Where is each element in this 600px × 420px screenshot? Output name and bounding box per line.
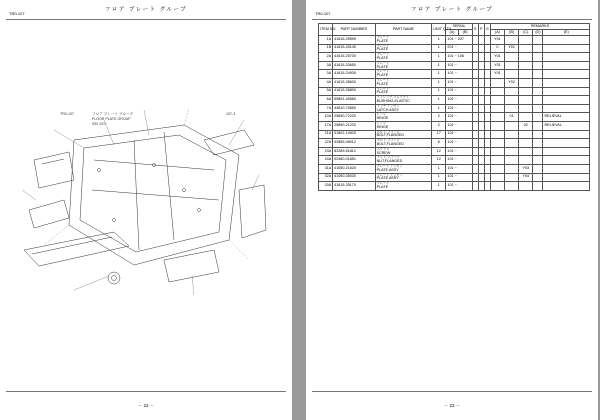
cell-item: 3A bbox=[319, 70, 333, 79]
cell-rem_b: 01 bbox=[505, 113, 519, 122]
cell-part: 02855-08012 bbox=[333, 139, 375, 148]
part-name-jp: スクリュ bbox=[376, 146, 390, 151]
empty-cell bbox=[533, 53, 543, 62]
left-catalog-page bbox=[0, 0, 292, 420]
part-name-cell bbox=[375, 121, 432, 130]
table-row bbox=[319, 96, 590, 105]
cell-rem_c bbox=[519, 104, 533, 113]
drawing-tag-left: TR0-107 bbox=[60, 112, 74, 116]
empty-cell bbox=[533, 87, 543, 96]
cell-ser: 101 ~ bbox=[446, 156, 472, 165]
part-name-en: NUT,FLANGED bbox=[376, 159, 403, 164]
empty-cell bbox=[533, 70, 543, 79]
part-name-en: PLATE ASSY bbox=[376, 167, 399, 172]
part-name-jp: ヒンジ bbox=[376, 112, 387, 117]
cell-part: 41050-21620 bbox=[333, 164, 375, 173]
part-name-jp: プレート アッセン bbox=[376, 163, 403, 168]
cell-rem_a bbox=[490, 113, 504, 122]
col-rem-c: (C) bbox=[519, 30, 533, 36]
cell-qty: 1 bbox=[432, 78, 446, 87]
table-row bbox=[319, 147, 590, 156]
cell-ser: 101 ~ bbox=[446, 121, 472, 130]
part-name-jp: プレート bbox=[376, 181, 390, 186]
cell-part: 02460-01851 bbox=[333, 156, 375, 165]
cell-qty: 17 bbox=[432, 130, 446, 139]
table-row bbox=[319, 36, 590, 45]
cell-note bbox=[543, 78, 590, 87]
cell-rem_c bbox=[519, 36, 533, 45]
col-item: ITEM NO. bbox=[319, 24, 333, 36]
cell-item: 4A bbox=[319, 78, 333, 87]
cell-qty: 1 bbox=[432, 36, 446, 45]
cell-rem_c bbox=[519, 70, 533, 79]
part-name-jp: ナット,フランジ bbox=[376, 155, 400, 160]
cell-item: 22A bbox=[319, 139, 333, 148]
cell-rem_c bbox=[519, 139, 533, 148]
cell-rem_b bbox=[505, 156, 519, 165]
cell-rem_b bbox=[505, 147, 519, 156]
cell-item: 1B bbox=[319, 44, 333, 53]
cell-part: 41616-39590 bbox=[333, 36, 375, 45]
table-row bbox=[319, 121, 590, 130]
part-name-cell bbox=[375, 36, 432, 45]
col-rem-e: (E) bbox=[543, 30, 590, 36]
cell-note bbox=[543, 104, 590, 113]
cell-rem_c: Y03 bbox=[519, 164, 533, 173]
part-name-jp: プレート bbox=[376, 60, 390, 65]
cell-rem_b: Y01 bbox=[505, 44, 519, 53]
cell-rem_c bbox=[519, 182, 533, 191]
col-rem-a: (A) bbox=[490, 30, 504, 36]
drawing-tag-right: 107-3 bbox=[226, 112, 236, 116]
cell-item: 17A bbox=[319, 121, 333, 130]
drawing-group-label-en: FLOOR PLATE GROUP bbox=[92, 117, 131, 121]
col-serial-b: (B) bbox=[458, 30, 472, 36]
cell-part: 41615-24930 bbox=[333, 70, 375, 79]
part-name-jp: プレート アッセン bbox=[376, 172, 403, 177]
cell-rem_a bbox=[490, 173, 504, 182]
part-name-jp: プレート bbox=[376, 35, 390, 39]
cell-rem_a bbox=[490, 182, 504, 191]
cell-part: 41615-40140 bbox=[333, 44, 375, 53]
part-name-jp: プレート bbox=[376, 43, 390, 48]
part-name-en: PLATE bbox=[376, 55, 389, 60]
table-row bbox=[319, 70, 590, 79]
cell-qty: 1 bbox=[432, 70, 446, 79]
cell-ser: 201 ~ bbox=[446, 44, 472, 53]
cell-part: 44810-70650 bbox=[333, 104, 375, 113]
part-name-en: PLATE bbox=[376, 184, 389, 189]
parts-list-table bbox=[318, 23, 590, 191]
cell-qty: 1 bbox=[432, 104, 446, 113]
cell-rem_a bbox=[490, 78, 504, 87]
cell-rem_b bbox=[505, 61, 519, 70]
table-row bbox=[319, 130, 590, 139]
cell-note bbox=[543, 164, 590, 173]
cell-note: RELIEVAL bbox=[543, 121, 590, 130]
table-row bbox=[319, 182, 590, 191]
cell-qty: 1 bbox=[432, 182, 446, 191]
part-name-en: BOLT,FLANGED bbox=[376, 133, 405, 138]
cell-qty: 12 bbox=[432, 147, 446, 156]
part-name-jp: ブッシング,ゴムイクイ bbox=[376, 95, 409, 100]
cell-rem_c bbox=[519, 113, 533, 122]
cell-ser: 101 ~ bbox=[446, 130, 472, 139]
cell-rem_c bbox=[519, 53, 533, 62]
page-number: － 23 － bbox=[443, 403, 461, 408]
cell-part: 65851-40660 bbox=[333, 96, 375, 105]
table-row bbox=[319, 173, 590, 182]
table-row bbox=[319, 61, 590, 70]
part-name-cell bbox=[375, 164, 432, 173]
cell-rem_c bbox=[519, 130, 533, 139]
cell-rem_a: Y01 bbox=[490, 61, 504, 70]
model-code: TR0-107 bbox=[9, 11, 25, 16]
cell-qty: 1 bbox=[432, 87, 446, 96]
part-name-en: SCREW bbox=[376, 150, 391, 155]
empty-cell bbox=[533, 113, 543, 122]
empty-cell bbox=[533, 78, 543, 87]
cell-rem_a bbox=[490, 156, 504, 165]
cell-note bbox=[543, 44, 590, 53]
empty-cell bbox=[533, 61, 543, 70]
cell-rem_a: Y01 bbox=[490, 36, 504, 45]
table-row bbox=[319, 113, 590, 122]
model-code: TR0-107 bbox=[315, 11, 331, 16]
cell-item: 31A bbox=[319, 164, 333, 173]
col-part-number: PART NUMBER bbox=[333, 24, 375, 36]
empty-cell bbox=[533, 44, 543, 53]
cell-rem_b bbox=[505, 164, 519, 173]
cell-rem_a bbox=[490, 96, 504, 105]
cell-item: 21A bbox=[319, 130, 333, 139]
cell-item: 24A bbox=[319, 156, 333, 165]
cell-item: 5A bbox=[319, 87, 333, 96]
header-rule bbox=[6, 19, 286, 20]
empty-cell bbox=[533, 156, 543, 165]
cell-note bbox=[543, 96, 590, 105]
cell-rem_a: Y01 bbox=[490, 53, 504, 62]
part-name-en: BUSHING,ELASTIC bbox=[376, 98, 410, 103]
part-name-jp: プレート bbox=[376, 86, 390, 91]
page-title: フロア プレート グループ bbox=[104, 7, 188, 13]
cell-rem_c bbox=[519, 147, 533, 156]
cell-note bbox=[543, 53, 590, 62]
cell-ser: 101 ~ 207 bbox=[446, 36, 472, 45]
cell-rem_b bbox=[505, 87, 519, 96]
cell-ser: 101 ~ bbox=[446, 104, 472, 113]
cell-rem_a bbox=[490, 87, 504, 96]
table-row bbox=[319, 53, 590, 62]
part-name-cell bbox=[375, 53, 432, 62]
part-name-jp: ボルト,フランジ bbox=[376, 138, 400, 143]
part-name-en: PLATE bbox=[376, 64, 389, 69]
cell-part: 25890-72220 bbox=[333, 113, 375, 122]
cell-rem_b: Y02 bbox=[505, 78, 519, 87]
cell-note bbox=[543, 87, 590, 96]
part-name-en: PLATE ASSY bbox=[376, 176, 399, 181]
part-name-jp: ボルト,フランジ bbox=[376, 129, 400, 134]
cell-rem_a bbox=[490, 139, 504, 148]
cell-ser: 101 ~ bbox=[446, 78, 472, 87]
part-name-cell bbox=[375, 96, 432, 105]
part-name-jp: プレート bbox=[376, 52, 390, 57]
table-row bbox=[319, 87, 590, 96]
empty-cell bbox=[533, 139, 543, 148]
cell-rem_a bbox=[490, 147, 504, 156]
empty-cell bbox=[533, 182, 543, 191]
part-name-en: PLATE bbox=[376, 81, 389, 86]
part-name-jp: ヒンジ bbox=[376, 120, 387, 125]
cell-rem_c bbox=[519, 61, 533, 70]
cell-ser: 101 ~ bbox=[446, 182, 472, 191]
header-rule bbox=[312, 19, 592, 20]
part-name-en: LATCH ASSY bbox=[376, 107, 400, 112]
drawing-group-label-jp: フロア プレート グループ bbox=[92, 112, 134, 116]
part-name-cell bbox=[375, 139, 432, 148]
col-remarks: REMARKS bbox=[490, 24, 589, 30]
cell-rem_a: Y01 bbox=[490, 70, 504, 79]
part-name-en: PLATE bbox=[376, 47, 389, 52]
right-catalog-page bbox=[306, 0, 598, 420]
part-name-cell bbox=[375, 78, 432, 87]
col-serial: SERIAL bbox=[446, 24, 472, 30]
cell-item: 7A bbox=[319, 104, 333, 113]
cell-qty: 6 bbox=[432, 139, 446, 148]
cell-ser: 101 ~ bbox=[446, 147, 472, 156]
part-name-jp: プレート bbox=[376, 77, 390, 82]
cell-item: 33A bbox=[319, 182, 333, 191]
cell-qty: 2 bbox=[432, 113, 446, 122]
cell-rem_b bbox=[505, 36, 519, 45]
col-qty: UNIT Q.TY bbox=[432, 24, 446, 36]
empty-cell bbox=[533, 130, 543, 139]
page-number: － 22 － bbox=[137, 403, 155, 408]
empty-cell bbox=[533, 104, 543, 113]
col-rem-b: (B) bbox=[505, 30, 519, 36]
cell-note bbox=[543, 70, 590, 79]
table-row bbox=[319, 78, 590, 87]
cell-note bbox=[543, 139, 590, 148]
cell-rem_a bbox=[490, 164, 504, 173]
cell-note bbox=[543, 61, 590, 70]
cell-part: 25890-21220 bbox=[333, 121, 375, 130]
cell-rem_a bbox=[490, 121, 504, 130]
cell-rem_c bbox=[519, 87, 533, 96]
cell-note bbox=[543, 156, 590, 165]
cell-rem_b bbox=[505, 121, 519, 130]
cell-item: 23A bbox=[319, 147, 333, 156]
footer-rule bbox=[312, 391, 592, 392]
cell-ser: 101 ~ bbox=[446, 113, 472, 122]
cell-note bbox=[543, 36, 590, 45]
part-name-en: PLATE bbox=[376, 38, 389, 43]
cell-rem_c bbox=[519, 78, 533, 87]
cell-qty: 1 bbox=[432, 173, 446, 182]
table-row bbox=[319, 156, 590, 165]
part-name-cell bbox=[375, 182, 432, 191]
cell-rem_c: 02 bbox=[519, 121, 533, 130]
empty-cell bbox=[533, 121, 543, 130]
cell-rem_a: C bbox=[490, 44, 504, 53]
cell-part: 01802-10825 bbox=[333, 130, 375, 139]
cell-rem_c bbox=[519, 156, 533, 165]
cell-item: 2A bbox=[319, 53, 333, 62]
table-row bbox=[319, 44, 590, 53]
cell-part: 41615-36800 bbox=[333, 87, 375, 96]
col-p: P bbox=[478, 24, 484, 36]
footer-rule bbox=[6, 391, 286, 392]
empty-cell bbox=[533, 173, 543, 182]
cell-part: 41615-33650 bbox=[333, 61, 375, 70]
part-name-en: PLATE bbox=[376, 90, 389, 95]
cell-part: 41615-25730 bbox=[333, 53, 375, 62]
cell-rem_b bbox=[505, 70, 519, 79]
cell-note bbox=[543, 147, 590, 156]
cell-rem_b bbox=[505, 104, 519, 113]
table-row bbox=[319, 164, 590, 173]
part-name-en: BOLT,FLANGED bbox=[376, 141, 405, 146]
cell-ser: 101 ~ bbox=[446, 139, 472, 148]
cell-part: 41615-38630 bbox=[333, 78, 375, 87]
cell-qty: 12 bbox=[432, 156, 446, 165]
cell-item: 6A bbox=[319, 96, 333, 105]
cell-qty: 1 bbox=[432, 164, 446, 173]
cell-item: 3A bbox=[319, 61, 333, 70]
cell-ser: 101 ~ 106 bbox=[446, 53, 472, 62]
cell-note bbox=[543, 173, 590, 182]
cell-qty: 2 bbox=[432, 121, 446, 130]
part-name-en: PLATE bbox=[376, 73, 389, 78]
part-name-en: HINGE bbox=[376, 116, 389, 121]
cell-part: 82289-51812 bbox=[333, 147, 375, 156]
cell-rem_b bbox=[505, 130, 519, 139]
drawing-group-code: S/N 101~ bbox=[92, 122, 108, 126]
cell-ser: 101 ~ bbox=[446, 96, 472, 105]
col-s: S bbox=[472, 24, 478, 36]
cell-item: 32A bbox=[319, 173, 333, 182]
col-rem-d: (D) bbox=[533, 30, 543, 36]
cell-rem_b bbox=[505, 53, 519, 62]
col-serial-a: (A) bbox=[446, 30, 458, 36]
cell-qty: 1 bbox=[432, 53, 446, 62]
cell-item: 10A bbox=[319, 113, 333, 122]
cell-rem_b bbox=[505, 182, 519, 191]
page-title: フロア プレート グループ bbox=[410, 7, 494, 13]
cell-rem_c bbox=[519, 96, 533, 105]
part-name-en: HINGE bbox=[376, 124, 389, 129]
empty-cell bbox=[533, 164, 543, 173]
empty-cell bbox=[533, 96, 543, 105]
cell-rem_c bbox=[519, 44, 533, 53]
cell-part: 41050-35030 bbox=[333, 173, 375, 182]
cell-rem_a bbox=[490, 130, 504, 139]
cell-ser: 101 ~ bbox=[446, 61, 472, 70]
empty-cell bbox=[533, 36, 543, 45]
cell-rem_b bbox=[505, 139, 519, 148]
cell-note bbox=[543, 182, 590, 191]
cell-ser: 101 ~ bbox=[446, 173, 472, 182]
part-name-jp: プレート bbox=[376, 69, 390, 74]
cell-ser: 101 ~ bbox=[446, 164, 472, 173]
cell-rem_b bbox=[505, 96, 519, 105]
exploded-parts-drawing bbox=[14, 100, 276, 300]
cell-rem_c: Y04 bbox=[519, 173, 533, 182]
cell-ser: 101 ~ bbox=[446, 70, 472, 79]
parts-table-body bbox=[319, 36, 590, 191]
part-name-jp: ラッチ アッセン bbox=[376, 103, 400, 108]
table-row bbox=[319, 139, 590, 148]
cell-part: 41615-35170 bbox=[333, 182, 375, 191]
cell-qty: 1 bbox=[432, 61, 446, 70]
cell-item: 1A bbox=[319, 36, 333, 45]
empty-cell bbox=[533, 147, 543, 156]
col-g: G bbox=[484, 24, 490, 36]
cell-qty: 1 bbox=[432, 44, 446, 53]
table-row bbox=[319, 104, 590, 113]
cell-note: RELIEVAL bbox=[543, 113, 590, 122]
cell-note bbox=[543, 130, 590, 139]
cell-qty: 1 bbox=[432, 96, 446, 105]
cell-rem_a bbox=[490, 104, 504, 113]
col-part-name: PART NAME bbox=[375, 24, 432, 36]
cell-rem_b bbox=[505, 173, 519, 182]
cell-ser: 101 ~ bbox=[446, 87, 472, 96]
